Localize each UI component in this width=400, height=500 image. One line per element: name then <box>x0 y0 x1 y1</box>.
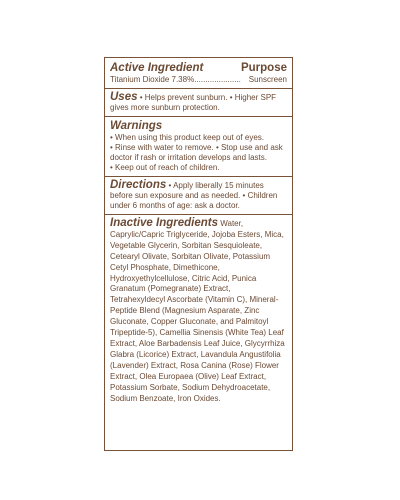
directions-text-block <box>110 180 287 211</box>
warning-item: • Rinse with water to remove. • Stop use and ask doctor if rash or irritation develops and lasts. <box>110 143 283 162</box>
active-ingredient-header <box>110 61 287 75</box>
active-ingredient-row <box>110 75 287 85</box>
uses-section <box>105 89 292 117</box>
inactive-ingredients-text: Water, Caprylic/Capric Triglyceride, Jojoba Esters, Mica, Vegetable Glycerin, Sorbitan Sesquioleate, Cetearyl Olivate, Sorbitan Olivate, Potassium Cetyl Phosphate, Dimethicone, Hydroxyethylcellulose, Citric Acid, Punica Granatum (Pomegranate) Extract, Tetrahexyldecyl Ascorbate (Vitamin C), Mineral-Peptide Blend (Magnesium Asparate, Zinc Gluconate, Copper Gluconate, and Palmitoyl Tripeptide-5), Camellia Sinensis (White Tea) Leaf Extract, Aloe Barbadensis Leaf Juice, Glycyrrhiza Glabra (Licorice) Extract, Lavandula Angustifolia (Lavender) Extract, Rosa Canina (Rose) Flower Extract, Olea Europaea (Olive) Leaf Extract, Potassium Sorbate, Sodium Dehydroacetate, Sodium Benzoate, Iron Oxides. <box>110 219 285 403</box>
directions-text: • Apply liberally 15 minutes before sun exposure and as needed. • Children under 6 months of age: ask a doctor. <box>110 181 278 210</box>
inactive-ingredients-section <box>105 215 292 407</box>
drug-facts-panel <box>104 57 293 451</box>
uses-text-block <box>110 92 287 113</box>
warnings-heading: Warnings <box>110 120 163 132</box>
directions-section <box>105 177 292 215</box>
inactive-ingredients-block <box>110 218 287 404</box>
inactive-ingredients-heading: Inactive Ingredients <box>110 217 219 229</box>
warnings-list <box>110 133 287 173</box>
uses-heading: Uses <box>110 91 138 103</box>
purpose-heading: Purpose <box>240 62 287 74</box>
active-ingredient-section <box>105 58 292 89</box>
active-ingredient-purpose: Sunscreen <box>248 75 287 84</box>
warning-item: • Keep out of reach of children. <box>110 163 220 172</box>
warning-item: • When using this product keep out of eyes. <box>110 133 264 142</box>
directions-heading: Directions <box>110 179 167 191</box>
active-ingredient-name: Titanium Dioxide 7.38%..................... <box>110 75 241 84</box>
active-ingredient-heading: Active Ingredient <box>110 62 204 74</box>
uses-text: • Helps prevent sunburn. • Higher SPF gives more sunburn protection. <box>110 93 277 112</box>
warnings-section <box>105 117 292 177</box>
